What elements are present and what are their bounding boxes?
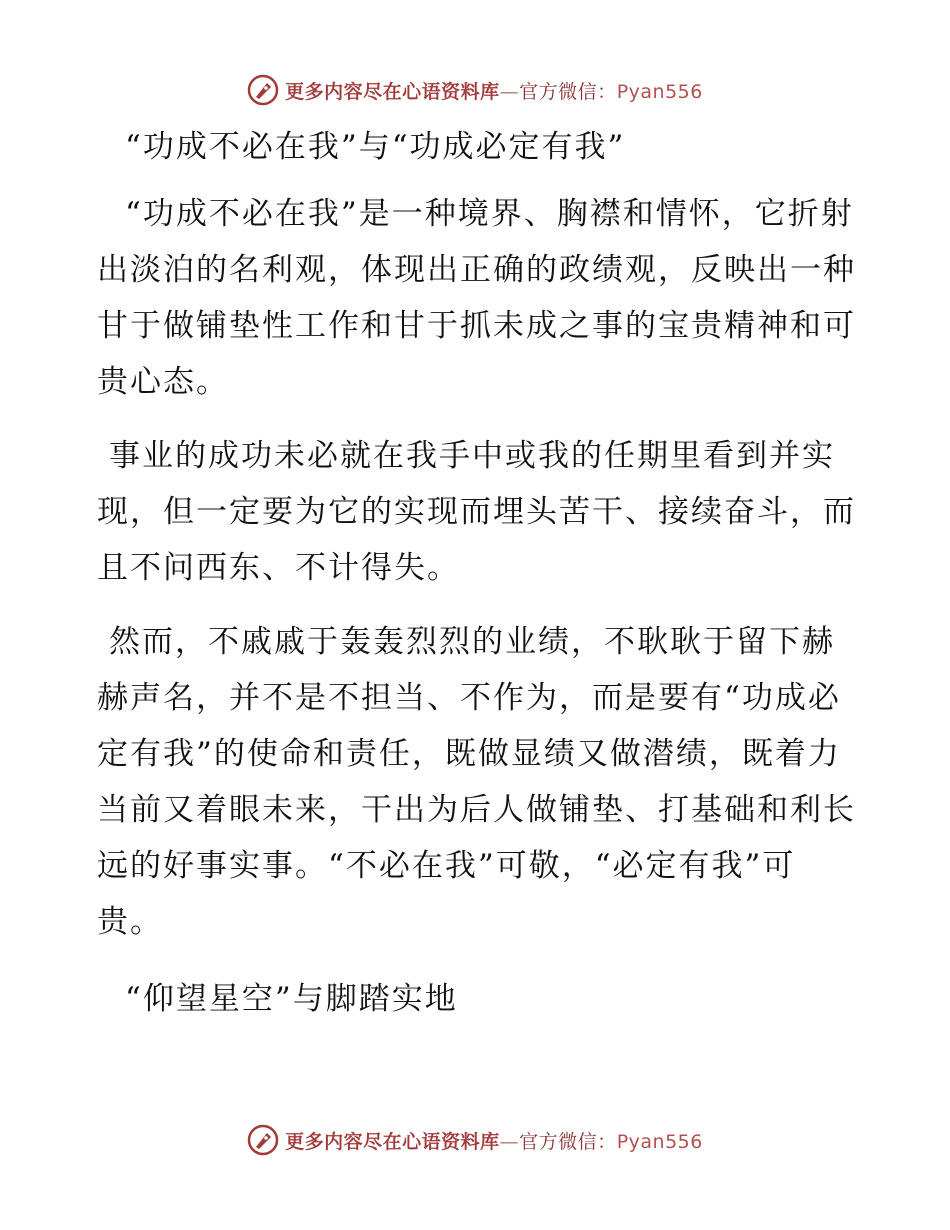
document-body bbox=[97, 120, 857, 1038]
banner-text bbox=[285, 1127, 703, 1154]
banner-wechat-id: Pyan556 bbox=[616, 80, 703, 103]
banner-content bbox=[247, 74, 703, 106]
banner-content bbox=[247, 1124, 703, 1156]
banner-separator: — bbox=[499, 1130, 520, 1153]
banner-brand: 更多内容尽在心语资料库 bbox=[285, 80, 500, 103]
banner-label: 官方微信： bbox=[519, 1130, 617, 1153]
banner-wechat-id: Pyan556 bbox=[616, 1130, 703, 1153]
banner-text bbox=[285, 77, 703, 104]
banner-label: 官方微信： bbox=[519, 80, 617, 103]
banner-separator: — bbox=[499, 80, 520, 103]
paragraph-3: 然而，不戚戚于轰轰烈烈的业绩，不耿耿于留下赫赫声名，并不是不担当、不作为，而是要有“功成必定有我”的使命和责任，既做显绩又做潜绩，既着力当前又着眼未来，干出为后人做铺垫、打基础和利长远的好事实事。“不必在我”可敬，“必定有我”可贵。 bbox=[97, 624, 856, 940]
pen-nib-icon bbox=[247, 1124, 279, 1156]
paragraph-2: 事业的成功未必就在我手中或我的任期里看到并实现，但一定要为它的实现而埋头苦干、接续奋斗，而且不问西东、不计得失。 bbox=[97, 438, 856, 586]
header-banner bbox=[0, 70, 950, 110]
pen-nib-icon bbox=[247, 74, 279, 106]
section-heading-2: “仰望星空”与脚踏实地 bbox=[125, 981, 458, 1017]
footer-banner bbox=[0, 1120, 950, 1160]
section-heading-1: “功成不必在我”与“功成必定有我” bbox=[125, 129, 626, 165]
paragraph-1: “功成不必在我”是一种境界、胸襟和情怀，它折射出淡泊的名利观，体现出正确的政绩观，反映出一种甘于做铺垫性工作和甘于抓未成之事的宝贵精神和可贵心态。 bbox=[97, 196, 856, 400]
banner-brand: 更多内容尽在心语资料库 bbox=[285, 1130, 500, 1153]
